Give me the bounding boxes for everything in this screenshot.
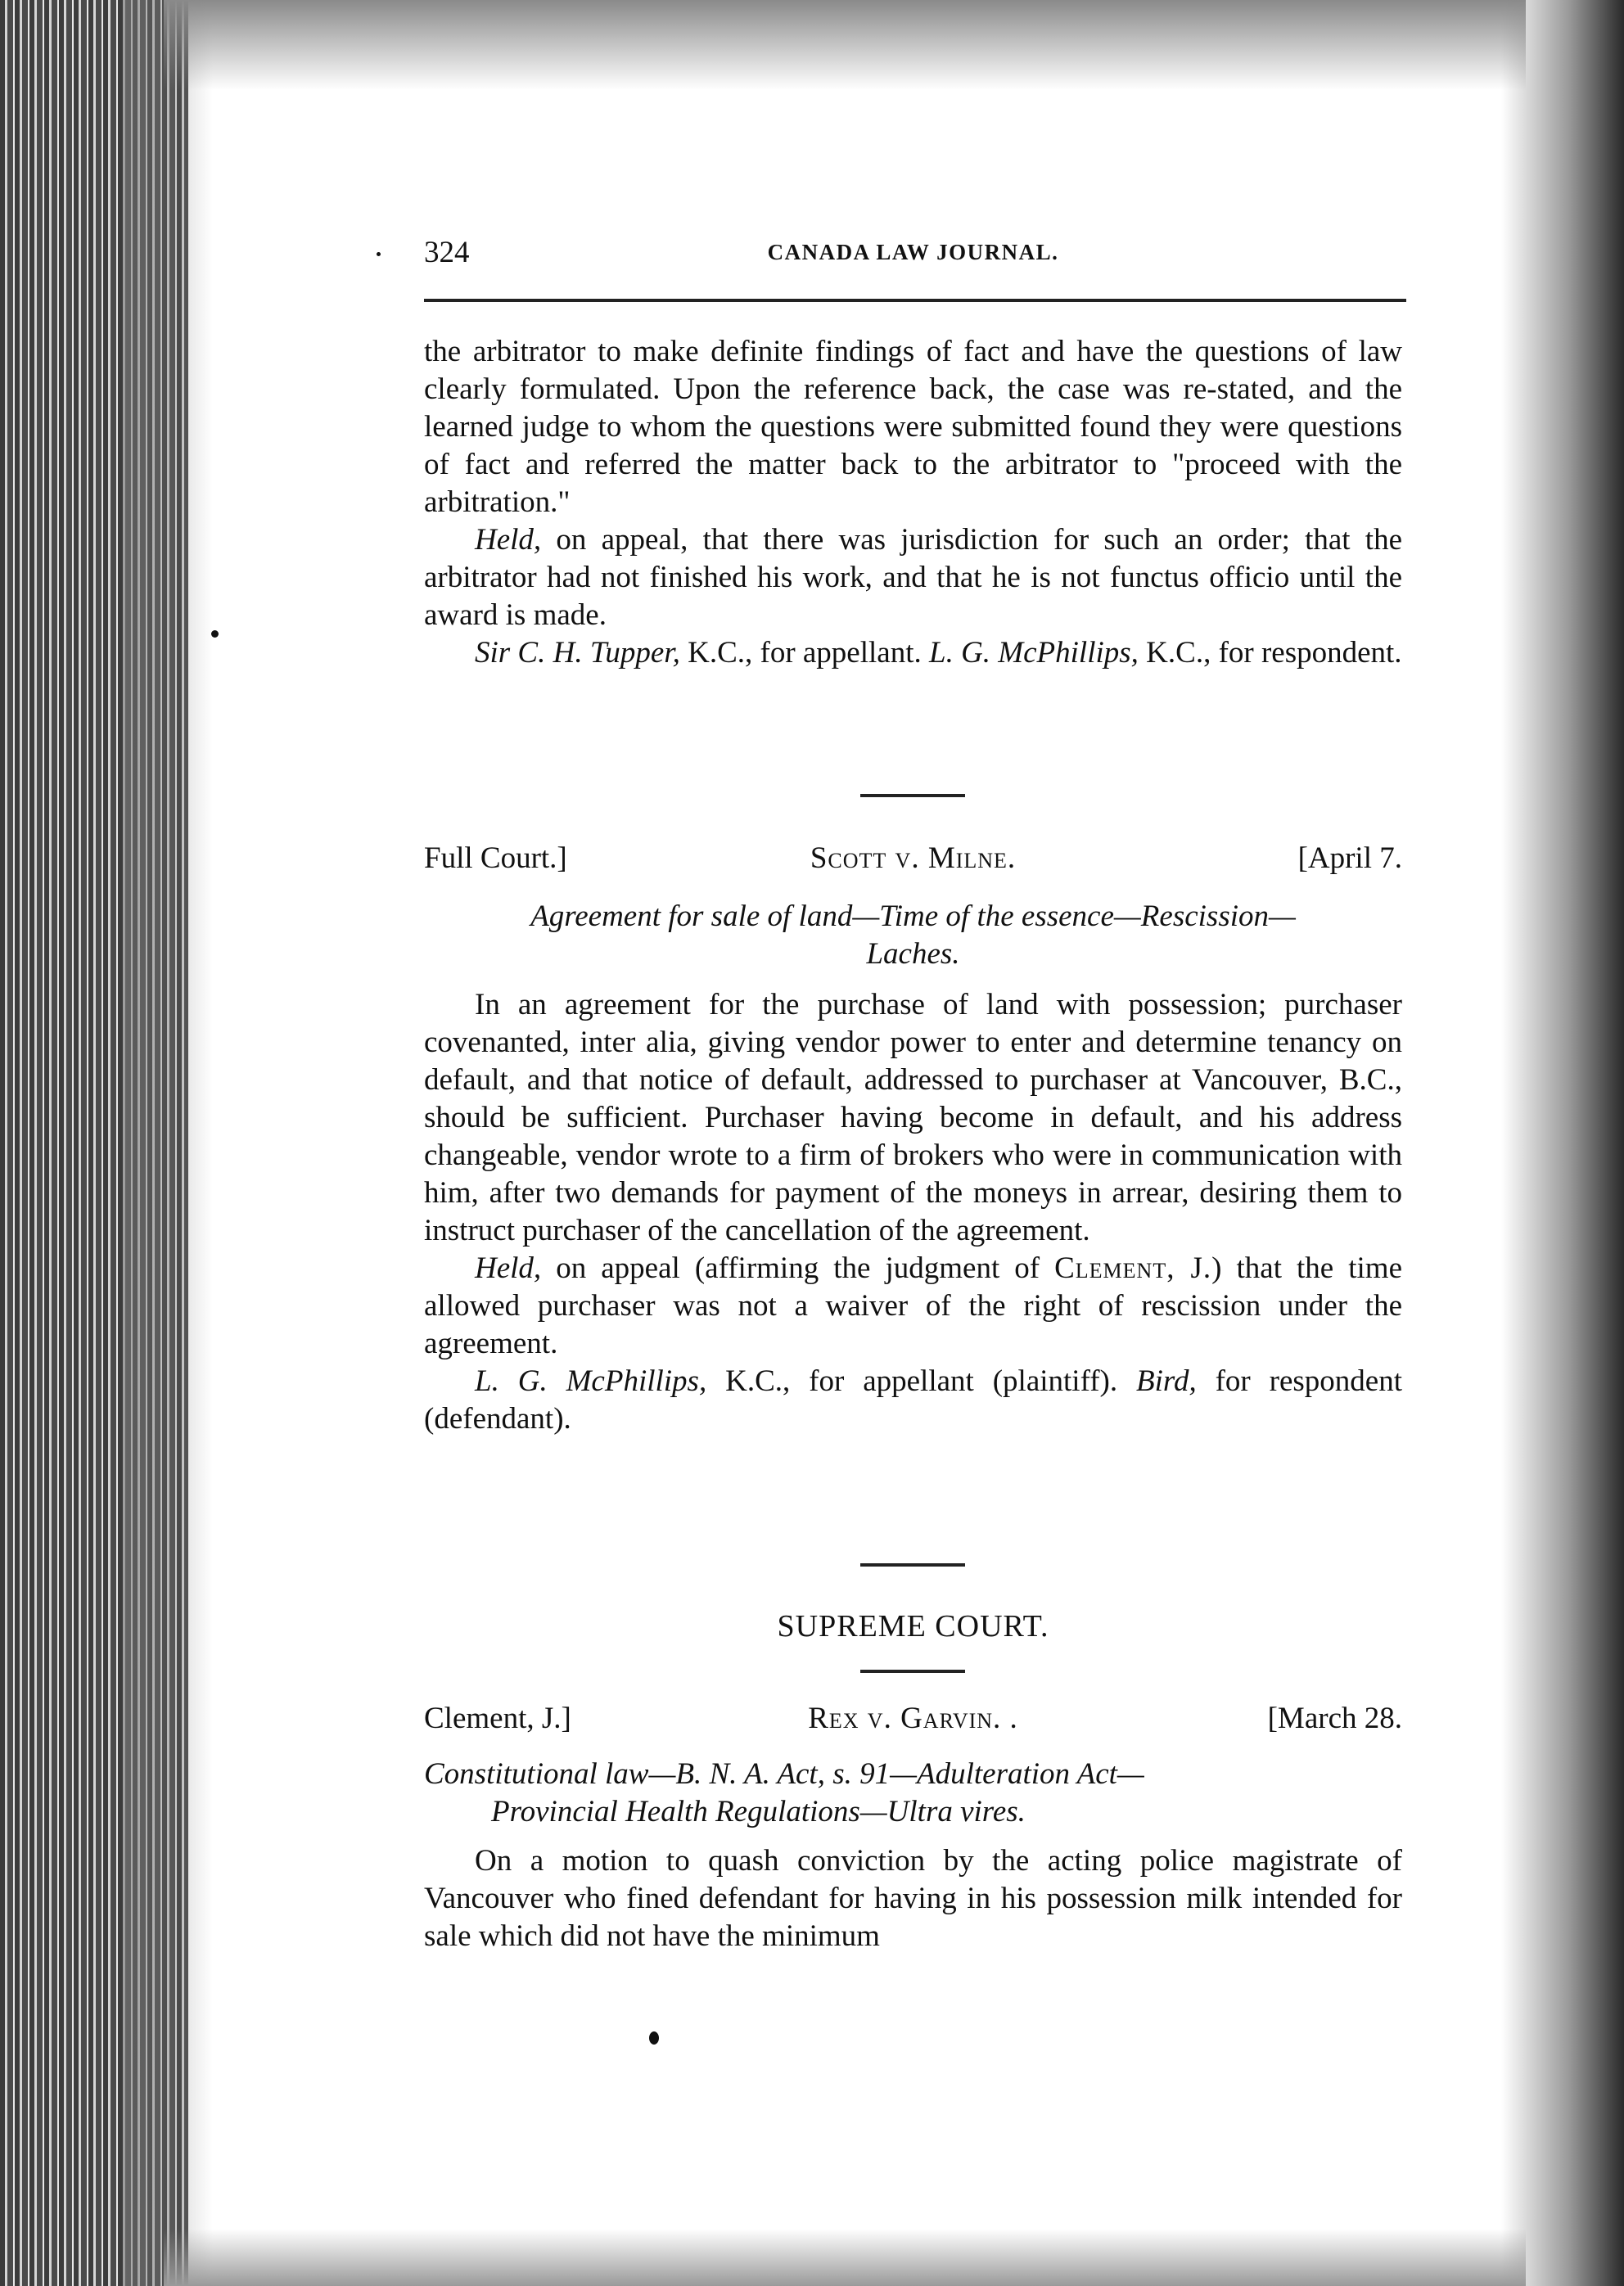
- counsel-role: K.C., for appellant.: [679, 636, 929, 670]
- running-head: [424, 225, 1402, 274]
- case-facts-paragraph: On a motion to quash conviction by the acting police magistrate of Vancouver who fined defendant for having in his possession milk intended for sale which did not have the minimum: [424, 1844, 1402, 1953]
- headnote-scott: [424, 898, 1402, 973]
- scanned-binding-shadow: [123, 0, 213, 2286]
- ink-speck: [211, 630, 219, 638]
- holding-text: on appeal, that there was jurisdiction for such an order; that the arbitrator had not finished his work, and that he is not functus officio until the award is made.: [424, 523, 1402, 632]
- headnote-line: Laches.: [866, 937, 960, 971]
- counsel-paragraph: [424, 634, 1402, 672]
- holding-text: ) that the time allowed purchaser was not a waiver of the right of rescission under the agreement.: [424, 1251, 1402, 1360]
- scanned-bottom-edge: [164, 2229, 1526, 2286]
- counsel-role: for respondent (defendant).: [424, 1364, 1402, 1436]
- section-divider: [860, 794, 965, 797]
- court-section-heading: SUPREME COURT.: [777, 1609, 1049, 1643]
- counsel-name: L. G. McPhillips,: [475, 1364, 707, 1398]
- case-body-scott: [424, 986, 1402, 1438]
- held-label: Held,: [475, 1251, 542, 1285]
- headnote-line: Constitutional law—B. N. A. Act, s. 91—Adulteration Act—: [424, 1757, 1144, 1791]
- headnote-line: Provincial Health Regulations—Ultra vires.: [491, 1795, 1026, 1828]
- holding-paragraph: [424, 521, 1402, 634]
- case-title: Scott v. Milne.: [810, 841, 1017, 875]
- counsel-name: Sir C. H. Tupper,: [475, 636, 680, 670]
- counsel-paragraph: [424, 1363, 1402, 1438]
- section-divider: [860, 1670, 965, 1673]
- held-label: Held,: [475, 523, 542, 557]
- journal-title: CANADA LAW JOURNAL.: [767, 240, 1059, 264]
- counsel-name: L. G. McPhillips,: [929, 636, 1139, 670]
- court-name: Full Court.]: [424, 841, 567, 875]
- case-facts-paragraph: the arbitrator to make definite findings of fact and have the questions of law clearly formulated. Upon the reference back, the case was re-stated, and the learned judge to whom the questions were submitted found they were questions of fact and referred the matter back to the arbitrator to "proceed with the arbitration.": [424, 335, 1402, 519]
- case-title: Rex v. Garvin. .: [808, 1702, 1018, 1735]
- scanned-top-edge: [164, 0, 1526, 90]
- case-caption-scott: [424, 841, 1402, 878]
- counsel-role: K.C., for respondent.: [1138, 636, 1402, 670]
- continued-case: [424, 333, 1402, 672]
- decision-date: [April 7.: [1297, 841, 1402, 875]
- holding-text: on appeal (affirming the judgment of: [541, 1251, 1055, 1285]
- judge-name: Clement, J.: [1054, 1251, 1212, 1285]
- ink-speck: [377, 252, 381, 256]
- holding-paragraph: [424, 1250, 1402, 1363]
- scanned-right-edge: [1501, 0, 1624, 2286]
- counsel-name: Bird,: [1136, 1364, 1197, 1398]
- decision-date: [March 28.: [1267, 1702, 1402, 1735]
- case-body-garvin: [424, 1842, 1402, 1955]
- court-name: Clement, J.]: [424, 1702, 571, 1735]
- ink-speck: [649, 2031, 659, 2045]
- page-number: 324: [424, 236, 470, 269]
- headnote-garvin: [424, 1756, 1402, 1831]
- case-facts-paragraph: In an agreement for the purchase of land with possession; purchaser covenanted, inter alia, giving vendor power to enter and determine tenancy on default, and that notice of default, addressed to purchaser at Vancouver, B.C., should be sufficient. Purchaser having become in default, and his address changeable, vendor wrote to a firm of brokers who were in communication with him, after two demands for payment of the moneys in arrear, desiring them to instruct purchaser of the cancellation of the agreement.: [424, 988, 1402, 1247]
- section-divider: [860, 1563, 965, 1567]
- case-caption-garvin: [424, 1701, 1402, 1738]
- journal-page: [424, 225, 1402, 1953]
- headnote-line: Agreement for sale of land—Time of the essence—Rescission—: [530, 900, 1296, 933]
- header-rule: [424, 299, 1406, 302]
- counsel-role: K.C., for appellant (plaintiff).: [706, 1364, 1137, 1398]
